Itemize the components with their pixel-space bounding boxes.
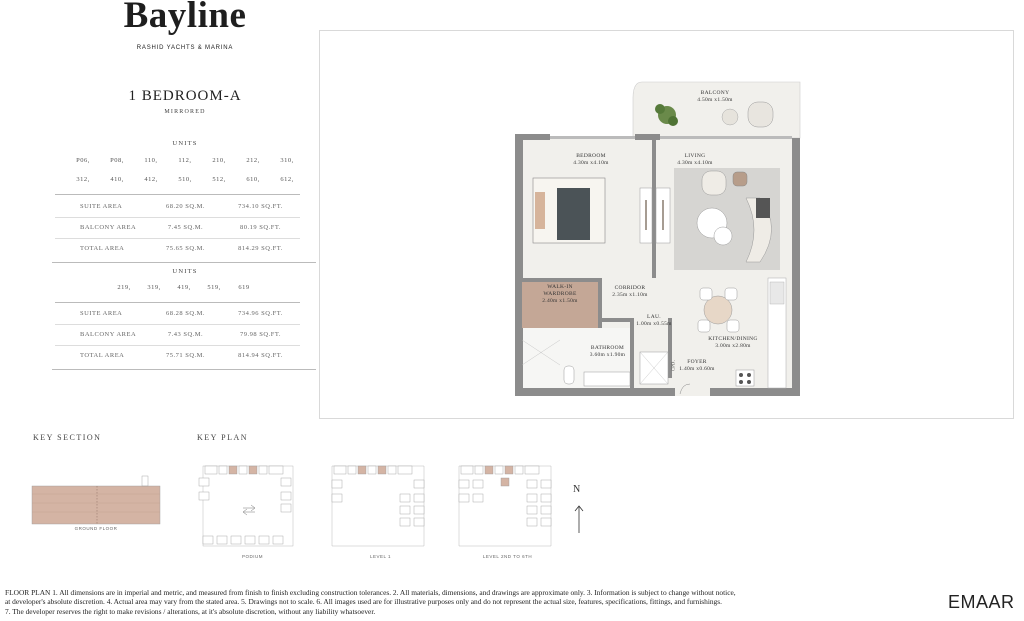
key-section-drawing bbox=[30, 472, 162, 528]
area-row-suite-1 bbox=[55, 195, 300, 218]
room-label-laundry: LAU. 1.00m x0.55m bbox=[636, 314, 672, 327]
armchair-icon bbox=[702, 171, 726, 195]
unit-number: 619 bbox=[238, 284, 250, 291]
area-label: TOTAL AREA bbox=[80, 244, 125, 252]
lounge-chair-icon bbox=[748, 102, 773, 127]
plan-title: 1 BEDROOM-A bbox=[128, 88, 242, 104]
units-row-3 bbox=[109, 284, 259, 291]
room-label-balcony: BALCONY 4.50m x1.50m bbox=[697, 90, 733, 103]
unit-number: 412, bbox=[144, 176, 158, 183]
area-metric: 75.65 SQ.M. bbox=[165, 244, 206, 252]
floor-plan-drawing bbox=[319, 30, 1012, 417]
disclaimer-line: 7. The developer reserves the right to make revisions / alterations, at it's absolute discretion, without any liability whatsoever. bbox=[5, 606, 376, 616]
brand-tagline: RASHID YACHTS & MARINA bbox=[136, 45, 234, 51]
room-label-foyer: FOYER 1.40m x0.60m bbox=[679, 359, 715, 372]
area-imperial: 814.94 SQ.FT. bbox=[238, 351, 283, 359]
key-plan-caption-podium: PODIUM bbox=[242, 554, 263, 559]
units-row-1 bbox=[66, 157, 304, 164]
area-row-suite-2 bbox=[55, 302, 300, 325]
key-section-title: KEY SECTION bbox=[33, 433, 102, 442]
unit-number: 410, bbox=[110, 176, 124, 183]
developer-logo: EMAAR bbox=[948, 592, 1015, 612]
area-row-balcony-1 bbox=[55, 216, 300, 239]
room-label-corridor: CORRIDOR 2.35m x1.10m bbox=[612, 285, 648, 298]
area-metric: 75.71 SQ.M. bbox=[165, 351, 206, 359]
divider bbox=[52, 369, 316, 370]
stove-icon bbox=[736, 370, 754, 386]
units-heading-2: UNITS bbox=[172, 268, 198, 275]
area-label: BALCONY AREA bbox=[80, 330, 137, 338]
unit-number: P06, bbox=[76, 157, 90, 164]
area-row-balcony-2 bbox=[55, 323, 300, 346]
units-row-2 bbox=[66, 176, 304, 183]
area-label: SUITE AREA bbox=[80, 309, 123, 317]
unit-number: 519, bbox=[207, 284, 221, 291]
unit-number: 312, bbox=[76, 176, 90, 183]
north-label: N bbox=[573, 484, 581, 495]
area-imperial: 734.96 SQ.FT. bbox=[238, 309, 283, 317]
area-row-total-2 bbox=[55, 344, 300, 366]
brand-logo: Bayline bbox=[123, 0, 247, 36]
unit-number: 219, bbox=[117, 284, 131, 291]
area-metric: 68.28 SQ.M. bbox=[165, 309, 206, 317]
area-imperial: 79.98 SQ.FT. bbox=[240, 330, 281, 338]
toilet-icon bbox=[564, 366, 574, 384]
room-label-kitchen: KITCHEN/DINING 3.00m x2.80m bbox=[708, 336, 758, 349]
room-label-bedroom: BEDROOM 4.30m x4.10m bbox=[573, 153, 609, 166]
area-metric: 7.43 SQ.M. bbox=[167, 330, 204, 338]
key-plan-title: KEY PLAN bbox=[197, 433, 249, 442]
divider bbox=[52, 262, 316, 263]
unit-number: 610, bbox=[246, 176, 260, 183]
unit-number: 112, bbox=[178, 157, 192, 164]
area-metric: 7.45 SQ.M. bbox=[167, 223, 204, 231]
room-label-cpd: CPD. bbox=[670, 359, 676, 372]
north-arrow-icon bbox=[572, 504, 586, 534]
disclaimer-line: at developer's absolute discretion. 4. Actual area may vary from the stated area. 5. Drawings not to scale. 6. All images used are for illustrative purposes only and do not represent the actual size, features, specifications, fittings, and furnishings. bbox=[5, 597, 722, 607]
area-label: BALCONY AREA bbox=[80, 223, 137, 231]
unit-number: 510, bbox=[178, 176, 192, 183]
area-metric: 68.20 SQ.M. bbox=[165, 202, 206, 210]
key-plan-podium bbox=[195, 460, 310, 550]
area-imperial: 814.29 SQ.FT. bbox=[238, 244, 283, 252]
disclaimer bbox=[5, 588, 935, 616]
area-imperial: 734.10 SQ.FT. bbox=[238, 202, 283, 210]
unit-number: 319, bbox=[147, 284, 161, 291]
area-label: SUITE AREA bbox=[80, 202, 123, 210]
plan-subtitle: MIRRORED bbox=[164, 109, 206, 115]
area-row-total-1 bbox=[55, 237, 300, 259]
key-plan-level-2-6 bbox=[455, 460, 560, 550]
room-label-bathroom: BATHROOM 3.60m x1.90m bbox=[589, 345, 626, 358]
unit-number: 419, bbox=[177, 284, 191, 291]
unit-number: 110, bbox=[144, 157, 158, 164]
unit-number: 310, bbox=[280, 157, 294, 164]
vanity-icon bbox=[584, 372, 630, 386]
unit-number: 512, bbox=[212, 176, 226, 183]
unit-number: 612, bbox=[280, 176, 294, 183]
units-heading-1: UNITS bbox=[172, 140, 198, 147]
key-section-caption: GROUND FLOOR bbox=[74, 526, 118, 531]
key-plan-caption-level2: LEVEL 2ND TO 6TH bbox=[482, 554, 533, 559]
unit-number: P08, bbox=[110, 157, 124, 164]
area-imperial: 80.19 SQ.FT. bbox=[240, 223, 281, 231]
key-plan-level-1 bbox=[328, 460, 433, 550]
unit-number: 210, bbox=[212, 157, 226, 164]
key-plan-caption-level1: LEVEL 1 bbox=[369, 554, 392, 559]
disclaimer-line: FLOOR PLAN 1. All dimensions are in imperial and metric, and measured from finish to finish excluding construction tolerances. 2. All materials, dimensions, and drawings are approximate only. 3. Information is subject to change without notice, bbox=[5, 588, 736, 597]
area-label: TOTAL AREA bbox=[80, 351, 125, 359]
unit-number: 212, bbox=[246, 157, 260, 164]
room-label-walkin: WALK-IN WARDROBE 2.40m x1.50m bbox=[542, 284, 578, 304]
room-label-living: LIVING 4.30m x4.10m bbox=[677, 153, 713, 166]
